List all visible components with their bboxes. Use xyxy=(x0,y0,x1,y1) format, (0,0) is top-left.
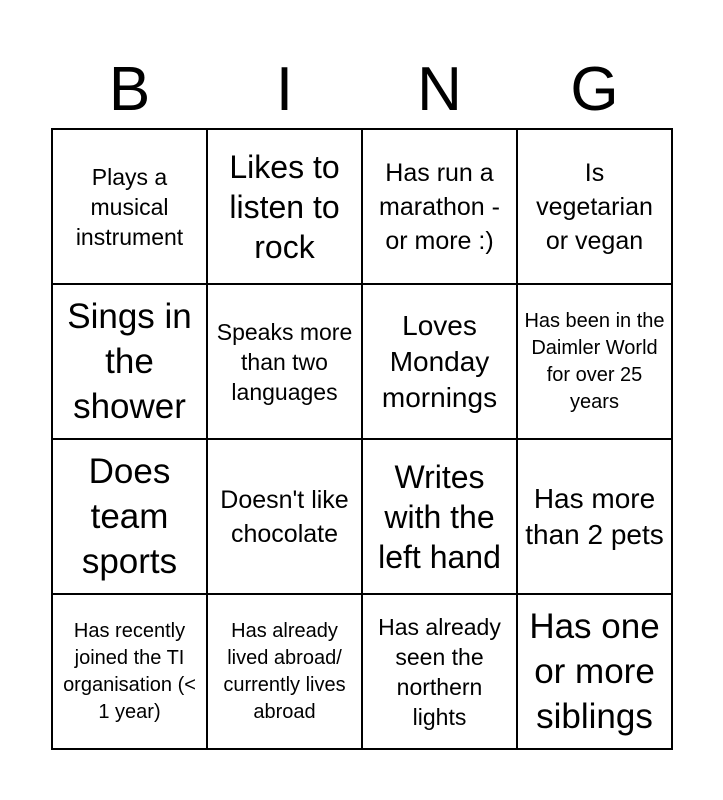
bingo-cell-text: Likes to listen to rock xyxy=(229,148,340,265)
bingo-cell-text: Is vegetarian or vegan xyxy=(536,158,653,255)
bingo-cell[interactable] xyxy=(208,285,363,440)
bingo-cell-text: Does team sports xyxy=(81,452,178,581)
header-letter-n: N xyxy=(417,55,462,124)
bingo-cell[interactable] xyxy=(518,285,673,440)
bingo-cell-text: Has been in the Daimler World for over 25 years xyxy=(524,309,665,413)
bingo-cell-text: Has more than 2 pets xyxy=(525,482,664,550)
header-letter-i: I xyxy=(275,55,294,124)
bingo-cell-text: Loves Monday mornings xyxy=(381,309,498,413)
bingo-cell-text: Writes with the left hand xyxy=(378,458,501,575)
bingo-cell-text: Has run a marathon - or more :) xyxy=(379,158,500,255)
bingo-cell-text: Has already lived abroad/ currently lives abroad xyxy=(223,619,346,723)
bingo-cell-text: Has one or more siblings xyxy=(529,607,660,736)
bingo-cell[interactable] xyxy=(363,130,518,285)
bingo-cell-text: Has recently joined the TI organisation (< 1 year) xyxy=(63,619,196,723)
bingo-cell[interactable] xyxy=(363,285,518,440)
bingo-header xyxy=(52,52,672,128)
bingo-cell[interactable] xyxy=(518,440,673,595)
bingo-cell[interactable] xyxy=(53,285,208,440)
bingo-cell[interactable] xyxy=(518,130,673,285)
bingo-cell[interactable] xyxy=(208,595,363,750)
bingo-cell[interactable] xyxy=(363,440,518,595)
bingo-cell[interactable] xyxy=(363,595,518,750)
bingo-cell-text: Sings in the shower xyxy=(67,297,192,426)
bingo-cell[interactable] xyxy=(53,440,208,595)
bingo-cell-text: Speaks more than two languages xyxy=(216,318,353,405)
header-letter-b: B xyxy=(108,55,151,124)
bingo-board xyxy=(51,128,673,750)
bingo-cell-text: Doesn't like chocolate xyxy=(220,485,349,548)
bingo-cell[interactable] xyxy=(518,595,673,750)
header-letter-g: G xyxy=(570,55,619,124)
bingo-cell[interactable] xyxy=(53,595,208,750)
bingo-cell[interactable] xyxy=(53,130,208,285)
bingo-cell[interactable] xyxy=(208,440,363,595)
bingo-cell-text: Plays a musical instrument xyxy=(75,163,184,250)
bingo-cell[interactable] xyxy=(208,130,363,285)
bingo-cell-text: Has already seen the northern lights xyxy=(378,613,501,730)
